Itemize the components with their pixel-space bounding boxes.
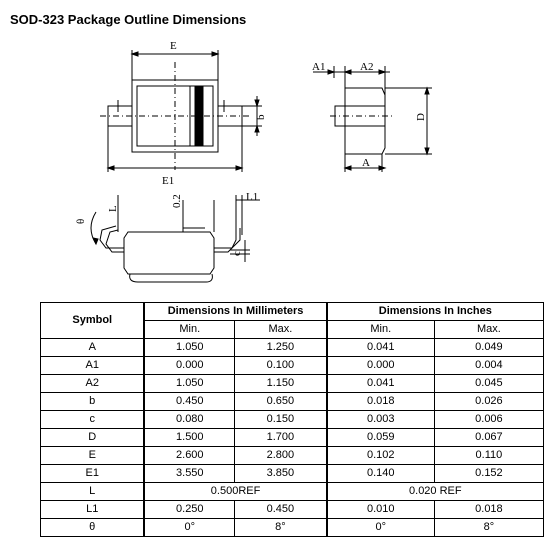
symbol-cell: E (41, 447, 145, 465)
label-D: D (415, 113, 427, 121)
mm-min-cell: 1.050 (144, 339, 234, 357)
mm-min-cell: 0.450 (144, 393, 234, 411)
mm-max-cell: 3.850 (235, 465, 327, 483)
in-max-cell: 0.018 (434, 501, 543, 519)
in-max-header: Max. (434, 321, 543, 339)
table-row (41, 339, 544, 357)
in-max-cell: 0.004 (434, 357, 543, 375)
mm-ref-cell: 0.500REF (144, 483, 326, 501)
label-theta: θ (75, 218, 87, 224)
mm-max-cell: 8° (235, 519, 327, 537)
mm-max-cell: 1.250 (235, 339, 327, 357)
table-row (41, 483, 544, 501)
mm-max-cell: 0.650 (235, 393, 327, 411)
mm-min-cell: 0.000 (144, 357, 234, 375)
in-min-cell: 0.059 (327, 429, 435, 447)
table-row (41, 501, 544, 519)
symbol-cell: E1 (41, 465, 145, 483)
mm-min-cell: 1.500 (144, 429, 234, 447)
in-min-cell: 0° (327, 519, 435, 537)
mm-min-cell: 1.050 (144, 375, 234, 393)
mm-min-header: Min. (144, 321, 234, 339)
label-E1: E1 (162, 175, 175, 187)
symbol-cell: A2 (41, 375, 145, 393)
symbol-cell: A1 (41, 357, 145, 375)
in-min-header: Min. (327, 321, 435, 339)
in-max-cell: 0.110 (434, 447, 543, 465)
in-max-cell: 8° (434, 519, 543, 537)
in-max-cell: 0.045 (434, 375, 543, 393)
in-min-cell: 0.010 (327, 501, 435, 519)
in-min-cell: 0.041 (327, 375, 435, 393)
in-header: Dimensions In Inches (327, 303, 544, 321)
table-row (41, 411, 544, 429)
mm-min-cell: 0° (144, 519, 234, 537)
label-A2: A2 (360, 61, 374, 73)
in-min-cell: 0.140 (327, 465, 435, 483)
table-row (41, 429, 544, 447)
symbol-cell: c (41, 411, 145, 429)
mm-max-cell: 0.450 (235, 501, 327, 519)
mm-min-cell: 0.250 (144, 501, 234, 519)
page-title: SOD-323 Package Outline Dimensions (10, 12, 247, 27)
top-view (100, 50, 262, 172)
mm-max-cell: 1.150 (235, 375, 327, 393)
symbol-cell: D (41, 429, 145, 447)
mm-min-cell: 3.550 (144, 465, 234, 483)
mm-max-cell: 0.100 (235, 357, 327, 375)
symbol-cell: L (41, 483, 145, 501)
symbol-header: Symbol (41, 303, 145, 339)
label-0.2: 0.2 (171, 194, 183, 208)
in-min-cell: 0.018 (327, 393, 435, 411)
label-E: E (170, 40, 177, 52)
in-max-cell: 0.026 (434, 393, 543, 411)
mm-min-cell: 0.080 (144, 411, 234, 429)
table-row (41, 393, 544, 411)
symbol-cell: b (41, 393, 145, 411)
mm-min-cell: 2.600 (144, 447, 234, 465)
in-ref-cell: 0.020 REF (327, 483, 544, 501)
symbol-cell: θ (41, 519, 145, 537)
mm-max-cell: 0.150 (235, 411, 327, 429)
mm-header: Dimensions In Millimeters (144, 303, 326, 321)
mm-max-header: Max. (235, 321, 327, 339)
table-row (41, 519, 544, 537)
symbol-cell: L1 (41, 501, 145, 519)
label-c: c (231, 251, 243, 256)
in-max-cell: 0.006 (434, 411, 543, 429)
table-row (41, 465, 544, 483)
label-L1: L1 (246, 191, 259, 203)
table-row (41, 357, 544, 375)
table-row (41, 375, 544, 393)
label-A: A (362, 157, 370, 169)
in-min-cell: 0.102 (327, 447, 435, 465)
table-row (41, 447, 544, 465)
in-max-cell: 0.152 (434, 465, 543, 483)
dimensions-table (40, 302, 544, 537)
label-L: L (107, 205, 119, 212)
label-A1: A1 (312, 61, 326, 73)
in-min-cell: 0.000 (327, 357, 435, 375)
label-b: b (255, 114, 267, 120)
in-min-cell: 0.041 (327, 339, 435, 357)
mm-max-cell: 2.800 (235, 447, 327, 465)
in-max-cell: 0.067 (434, 429, 543, 447)
mm-max-cell: 1.700 (235, 429, 327, 447)
in-max-cell: 0.049 (434, 339, 543, 357)
in-min-cell: 0.003 (327, 411, 435, 429)
symbol-cell: A (41, 339, 145, 357)
table-body (41, 339, 544, 537)
